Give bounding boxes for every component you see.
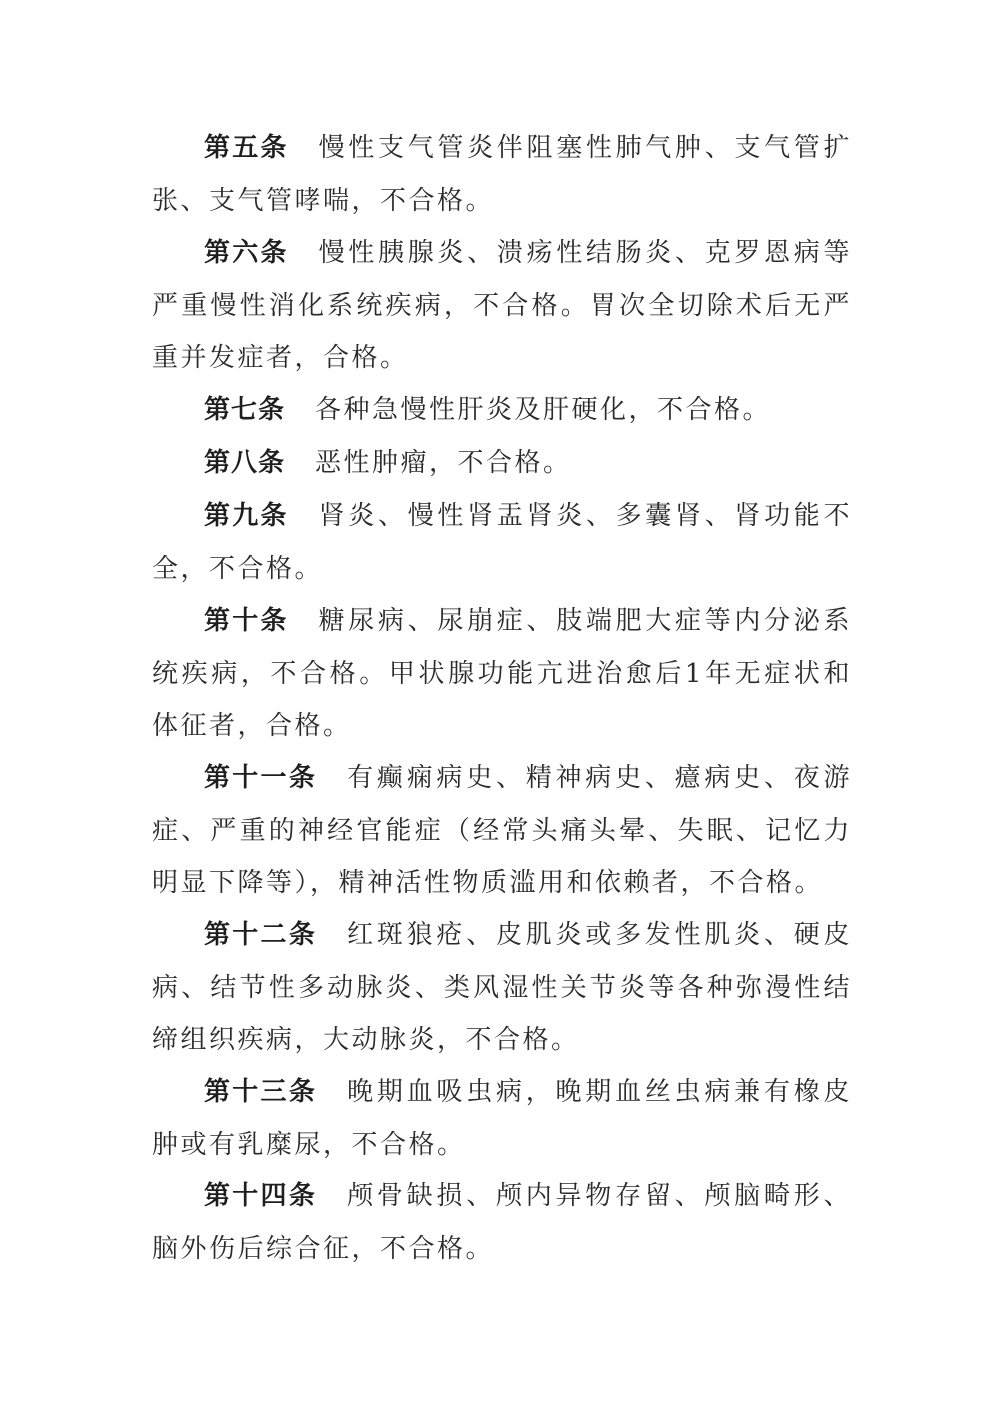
article-10 (152, 595, 852, 753)
article-12 (152, 909, 852, 1067)
article-number: 第十一条 (204, 763, 318, 793)
article-text: 慢性胰腺炎、溃疡性结肠炎、克罗恩病等严重慢性消化系统疾病，不合格。胃次全切除术后无严重并发症者，合格。 (152, 238, 852, 373)
article-number: 第八条 (204, 448, 286, 478)
article-text: 红斑狼疮、皮肌炎或多发性肌炎、硬皮病、结节性多动脉炎、类风湿性关节炎等各种弥漫性结缔组织疾病，大动脉炎，不合格。 (152, 920, 852, 1055)
article-8 (152, 437, 852, 490)
article-number: 第七条 (204, 395, 286, 425)
article-text: 慢性支气管炎伴阻塞性肺气肿、支气管扩张、支气管哮喘，不合格。 (152, 133, 852, 216)
article-text: 有癫痫病史、精神病史、癔病史、夜游症、严重的神经官能症（经常头痛头晕、失眠、记忆力明显下降等），精神活性物质滥用和依赖者，不合格。 (152, 763, 852, 898)
article-text: 糖尿病、尿崩症、肢端肥大症等内分泌系统疾病，不合格。甲状腺功能亢进治愈后1年无症状和体征者，合格。 (152, 606, 852, 741)
article-6 (152, 227, 852, 385)
article-number: 第五条 (204, 133, 289, 163)
article-text: 颅骨缺损、颅内异物存留、颅脑畸形、脑外伤后综合征，不合格。 (152, 1181, 852, 1264)
article-number: 第十二条 (204, 920, 318, 950)
article-11 (152, 752, 852, 910)
article-number: 第十条 (204, 606, 289, 636)
article-14 (152, 1170, 852, 1275)
article-text: 晚期血吸虫病，晚期血丝虫病兼有橡皮肿或有乳糜尿，不合格。 (152, 1077, 852, 1160)
article-text: 恶性肿瘤，不合格。 (315, 448, 572, 478)
article-7 (152, 384, 852, 437)
article-13 (152, 1066, 852, 1171)
article-number: 第十三条 (204, 1077, 318, 1107)
article-9 (152, 490, 852, 595)
article-number: 第六条 (204, 238, 289, 268)
article-number: 第十四条 (204, 1181, 318, 1211)
article-text: 各种急慢性肝炎及肝硬化，不合格。 (315, 395, 772, 425)
article-5 (152, 122, 852, 227)
article-number: 第九条 (204, 501, 289, 531)
article-text: 肾炎、慢性肾盂肾炎、多囊肾、肾功能不全，不合格。 (152, 501, 852, 584)
